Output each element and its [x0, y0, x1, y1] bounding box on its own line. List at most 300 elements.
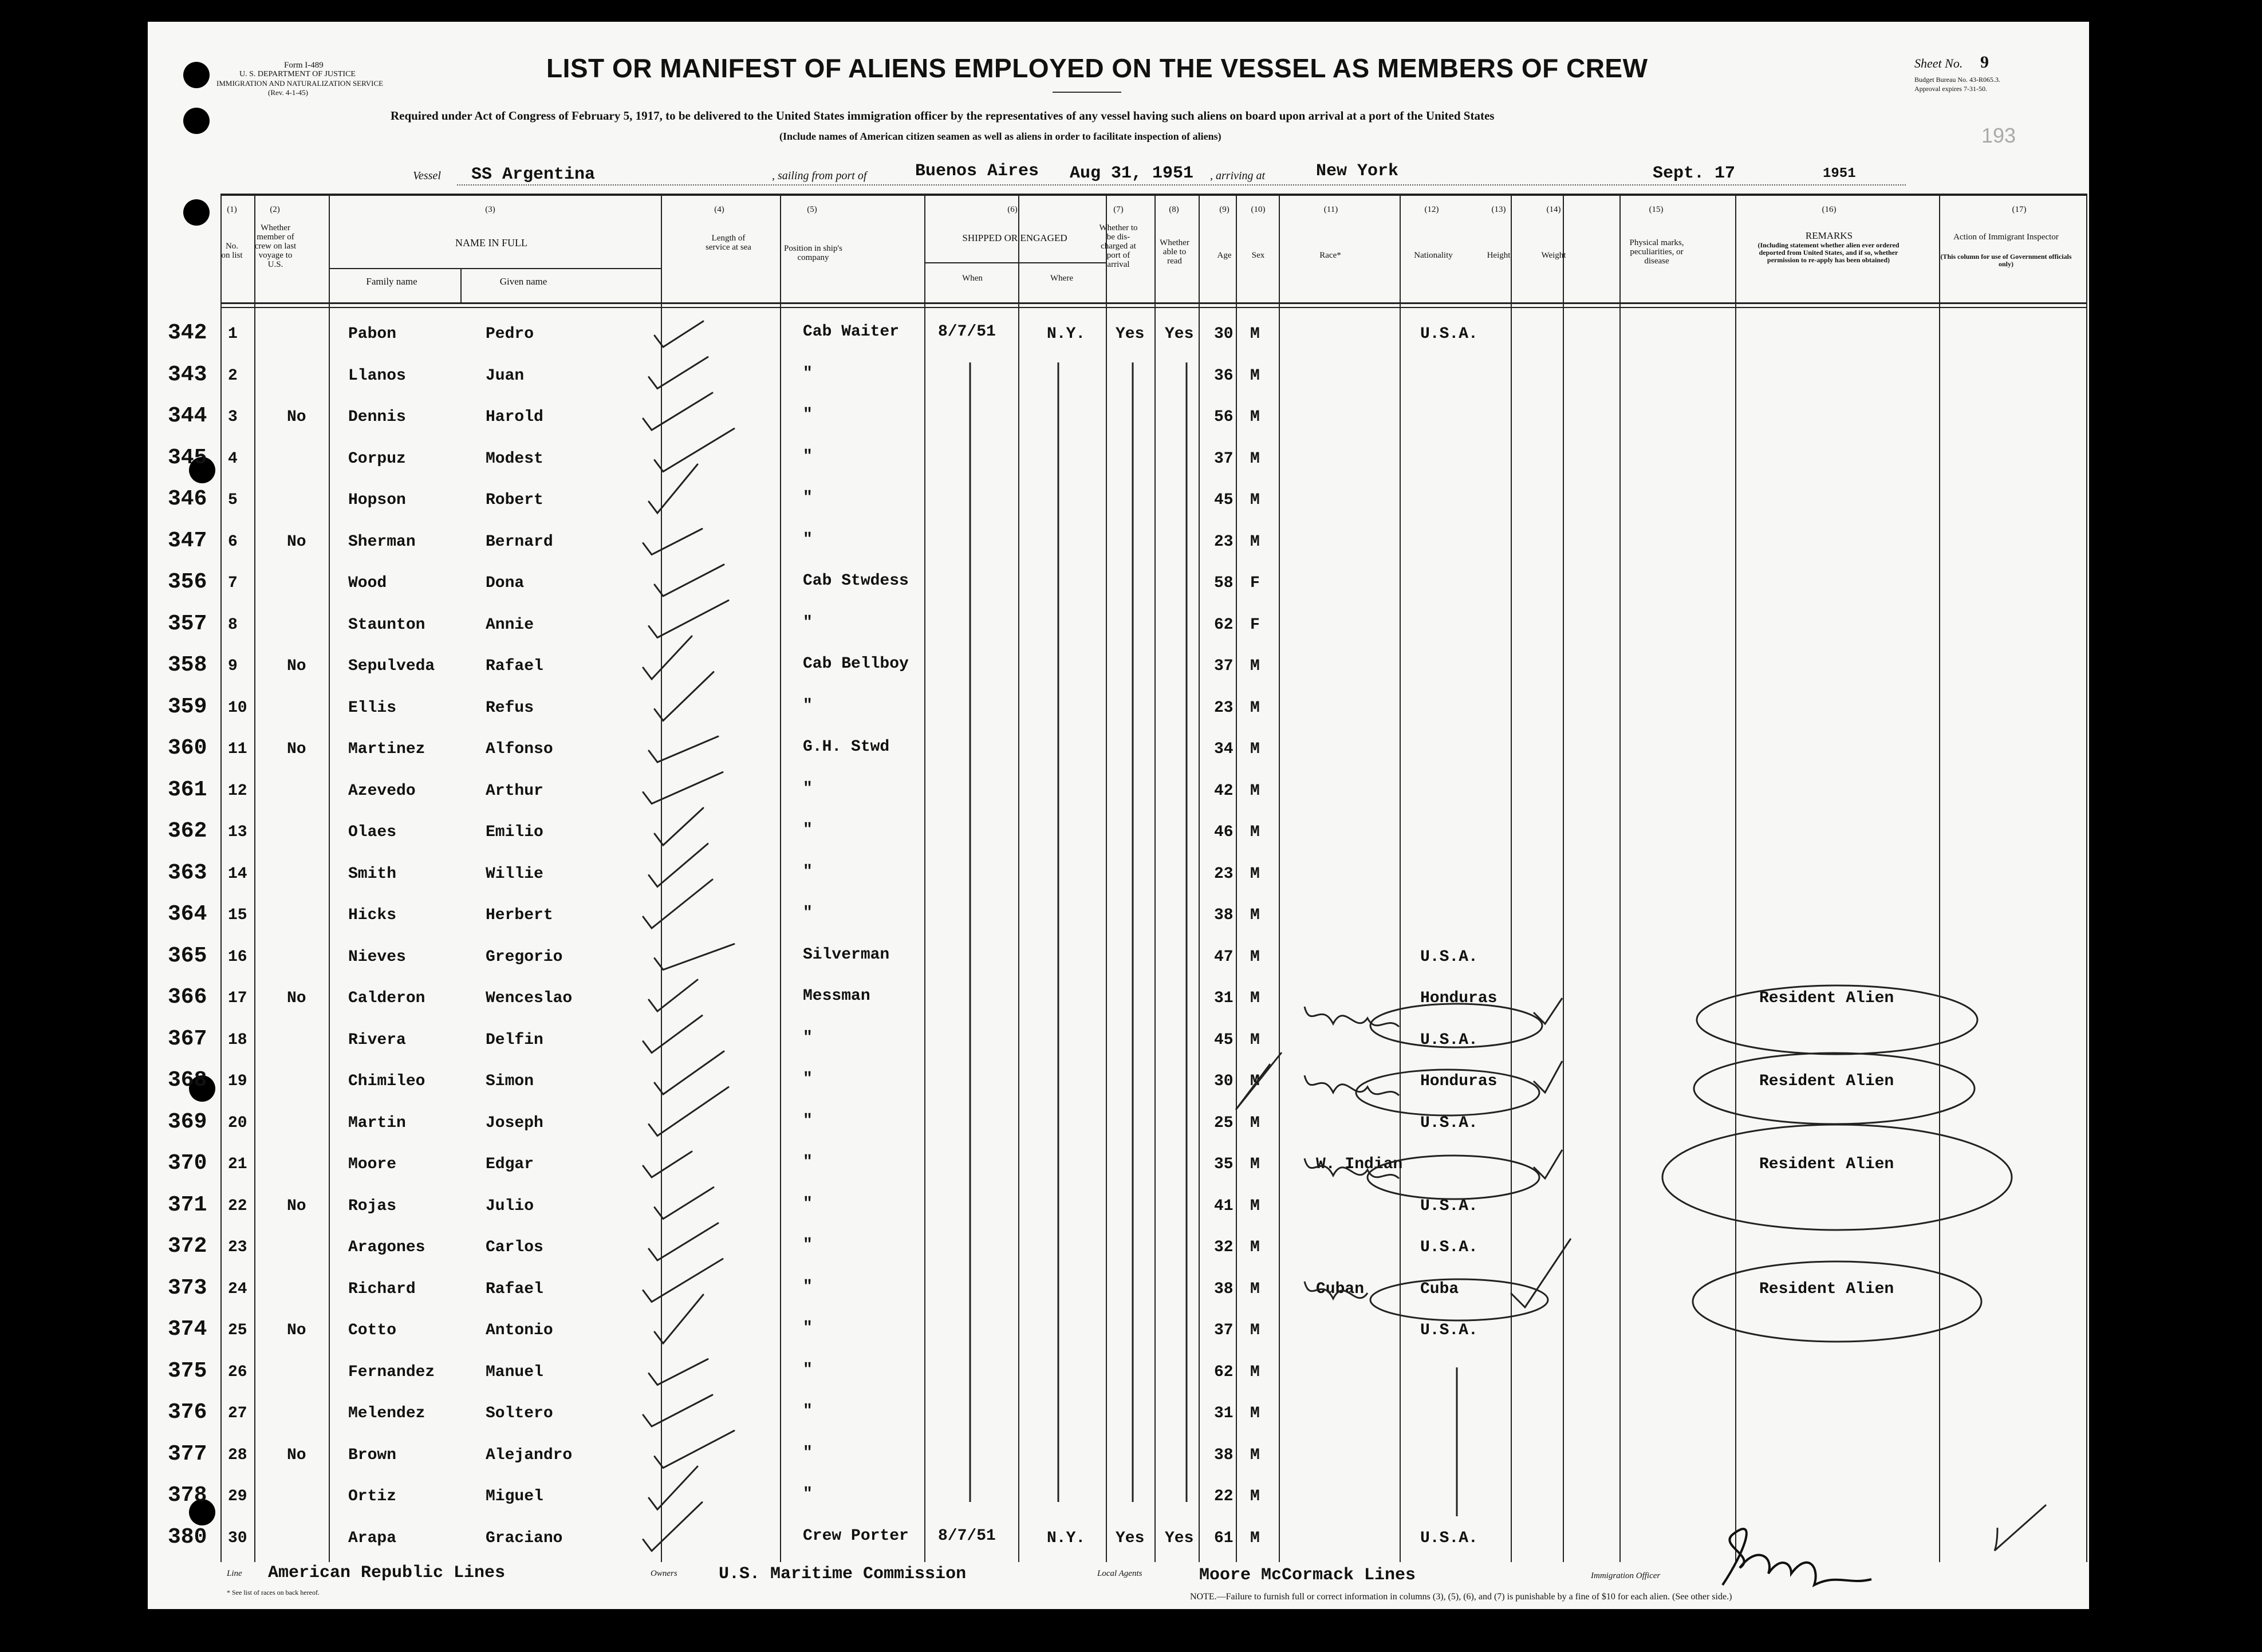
row-given-name: Annie [486, 616, 534, 634]
row-last-voyage: No [287, 1446, 306, 1464]
table-rule [924, 262, 1106, 263]
row-last-voyage: No [287, 1197, 306, 1215]
row-last-voyage: No [287, 408, 306, 426]
row-family-name: Ortiz [348, 1488, 397, 1505]
table-rule [1199, 194, 1200, 1562]
row-position: " [803, 1485, 813, 1503]
line-label: Line [227, 1569, 242, 1578]
col7-header: Whether to be dis-charged at port of arrival [1099, 223, 1138, 269]
row-stamp-number: 370 [168, 1151, 207, 1176]
title-underline [1053, 92, 1121, 93]
col9-number: (9) [1219, 205, 1229, 214]
row-age: 23 [1214, 533, 1234, 551]
row-given-name: Delfin [486, 1031, 543, 1049]
vessel-name: SS Argentina [471, 165, 596, 184]
row-given-name: Simon [486, 1073, 534, 1090]
row-stamp-number: 363 [168, 860, 207, 885]
manifest-page [148, 22, 2089, 1609]
row-sex: M [1250, 366, 1260, 385]
col1-header: No. on list [221, 242, 243, 260]
row-stamp-number: 373 [168, 1275, 207, 1300]
row-number: 26 [228, 1363, 247, 1381]
table-rule [329, 194, 330, 1562]
row-age: 62 [1214, 616, 1234, 634]
row-stamp-number: 371 [168, 1192, 207, 1217]
row-family-name: Aragones [348, 1239, 425, 1256]
row-number: 2 [228, 366, 238, 385]
col16-header: REMARKS [1805, 230, 1853, 241]
row-sex: M [1250, 948, 1260, 966]
table-rule [1939, 194, 1940, 1562]
row-age: 58 [1214, 574, 1234, 592]
row-number: 12 [228, 782, 247, 800]
races-footnote: * See list of races on back hereof. [227, 1588, 320, 1596]
row-nationality: U.S.A. [1420, 1197, 1478, 1215]
row-sex: M [1250, 491, 1260, 509]
col3-header: NAME IN FULL [455, 237, 527, 249]
form-number: Form I-489 [284, 61, 324, 70]
row-family-name: Hopson [348, 491, 406, 509]
row-number: 11 [228, 740, 247, 758]
row-stamp-number: 368 [168, 1068, 207, 1093]
row-family-name: Martinez [348, 740, 425, 758]
row-sex: M [1250, 533, 1260, 551]
row-stamp-number: 377 [168, 1441, 207, 1466]
row-family-name: Llanos [348, 366, 406, 385]
row-age: 38 [1214, 906, 1234, 924]
department: U. S. DEPARTMENT OF JUSTICE [239, 70, 356, 78]
table-rule [661, 194, 662, 1562]
row-stamp-number: 374 [168, 1317, 207, 1342]
row-stamp-number: 362 [168, 819, 207, 843]
row-position: " [803, 1028, 813, 1047]
row-nationality: U.S.A. [1420, 1322, 1478, 1339]
col5-number: (5) [807, 205, 817, 214]
row-sex: M [1250, 1529, 1260, 1547]
row-given-name: Juan [486, 366, 525, 385]
row-stamp-number: 378 [168, 1483, 207, 1508]
row-given-name: Alejandro [486, 1446, 573, 1464]
row-given-name: Dona [486, 574, 525, 592]
row-remark: Resident Alien [1759, 1280, 1894, 1298]
nationality-check [1511, 1239, 1571, 1307]
agents-name: Moore McCormack Lines [1199, 1566, 1416, 1585]
row-able-to-read: Yes [1165, 1529, 1194, 1547]
row-family-name: Cotto [348, 1322, 397, 1339]
row-position: " [803, 1070, 813, 1088]
row-stamp-number: 366 [168, 985, 207, 1010]
row-number: 13 [228, 823, 247, 841]
row-family-name: Chimileo [348, 1073, 425, 1090]
owners-label: Owners [651, 1569, 677, 1578]
row-age: 32 [1214, 1239, 1234, 1256]
table-rule [2086, 194, 2087, 1562]
check-mark [643, 393, 712, 430]
table-rule [1236, 194, 1237, 1562]
row-position: " [803, 862, 813, 881]
check-mark [655, 1188, 714, 1219]
row-family-name: Brown [348, 1446, 397, 1464]
row-family-name: Rivera [348, 1031, 406, 1049]
row-remark: Resident Alien [1759, 1156, 1894, 1173]
row-age: 35 [1214, 1156, 1234, 1173]
check-mark [655, 944, 734, 970]
row-position: " [803, 1111, 813, 1130]
row-number: 27 [228, 1405, 247, 1422]
remark-oval [1662, 1125, 2012, 1230]
row-family-name: Rojas [348, 1197, 397, 1215]
row-family-name: Sepulveda [348, 657, 435, 675]
row-sex: M [1250, 1239, 1260, 1256]
row-nationality: Cuba [1420, 1280, 1459, 1298]
table-rule [1511, 194, 1512, 1562]
row-sex: M [1250, 1073, 1260, 1090]
row-position: Cab Stwdess [803, 572, 909, 590]
table-rule [1018, 262, 1019, 302]
given-name-header: Given name [499, 276, 547, 287]
row-age: 30 [1214, 325, 1234, 343]
row-stamp-number: 346 [168, 487, 207, 511]
row-position: " [803, 821, 813, 839]
col8-header: Whether able to read [1160, 238, 1189, 266]
check-mark [649, 1359, 708, 1385]
row-stamp-number: 357 [168, 611, 207, 636]
row-given-name: Harold [486, 408, 543, 426]
form-title: LIST OR MANIFEST OF ALIENS EMPLOYED ON THE VESSEL AS MEMBERS OF CREW [546, 53, 1648, 83]
row-age: 25 [1214, 1114, 1234, 1132]
departure-date: Aug 31, 1951 [1070, 164, 1194, 183]
row-sex: M [1250, 657, 1260, 675]
row-sex: M [1250, 1280, 1260, 1298]
row-sex: M [1250, 408, 1260, 426]
departure-port: Buenos Aires [915, 161, 1039, 181]
table-rule [1154, 194, 1156, 1562]
row-stamp-number: 380 [168, 1524, 207, 1550]
row-family-name: Pabon [348, 325, 397, 343]
arriving-label: , arriving at [1210, 169, 1266, 182]
race-oval [1370, 1279, 1548, 1320]
row-given-name: Refus [486, 699, 534, 717]
col15-number: (15) [1649, 205, 1664, 214]
row-stamp-number: 342 [168, 321, 207, 345]
row-when: 8/7/51 [938, 323, 996, 341]
col11-number: (11) [1323, 205, 1338, 214]
row-number: 25 [228, 1322, 247, 1339]
race-scribble [1305, 1075, 1399, 1095]
row-age: 38 [1214, 1446, 1234, 1464]
col14-number: (14) [1546, 205, 1561, 214]
row-last-voyage: No [287, 989, 306, 1007]
row-given-name: Gregorio [486, 948, 563, 966]
row-nationality: U.S.A. [1420, 1529, 1478, 1547]
col15-header: Physical marks, peculiarities, or disease [1629, 238, 1684, 266]
row-position: G.H. Stwd [803, 738, 890, 756]
row-stamp-number: 347 [168, 528, 207, 553]
row-position: " [803, 1194, 813, 1213]
row-where: N.Y. [1047, 1529, 1086, 1547]
row-number: 7 [228, 574, 238, 592]
arrival-date: Sept. 17 [1653, 164, 1736, 183]
row-age: 45 [1214, 491, 1234, 509]
row-given-name: Manuel [486, 1363, 543, 1381]
row-family-name: Sherman [348, 533, 416, 551]
row-stamp-number: 359 [168, 694, 207, 719]
row-family-name: Dennis [348, 408, 406, 426]
form-subtitle: Required under Act of Congress of February 5, 1917, to be delivered to the United States immigration officer by the representatives of any vessel having such aliens on board upon arrival at a port of the United States [391, 109, 1495, 123]
col6-header: SHIPPED OR ENGAGED [962, 232, 1067, 243]
row-able-to-read: Yes [1165, 325, 1194, 343]
col17-number: (17) [2012, 205, 2027, 214]
row-age: 23 [1214, 699, 1234, 717]
row-position: Cab Waiter [803, 323, 900, 341]
row-position: Cab Bellboy [803, 655, 909, 673]
ditto-line [970, 362, 1457, 1516]
table-rule [1735, 194, 1736, 1562]
owners-name: U.S. Maritime Commission [719, 1564, 967, 1584]
row-number: 15 [228, 906, 247, 924]
row-family-name: Nieves [348, 948, 406, 966]
penalty-note: NOTE.—Failure to furnish full or correct information in columns (3), (5), (6), and (7) is punishable by a fine of $10 for each alien. (See other side.) [1190, 1592, 1732, 1602]
row-age: 41 [1214, 1197, 1234, 1215]
col4-header: Length of service at sea [706, 234, 751, 252]
row-given-name: Willie [486, 865, 543, 883]
row-number: 14 [228, 865, 247, 883]
row-family-name: Hicks [348, 906, 397, 924]
row-discharged: Yes [1116, 325, 1145, 343]
row-age: 37 [1214, 450, 1234, 468]
row-last-voyage: No [287, 533, 306, 551]
col8-number: (8) [1169, 205, 1179, 214]
row-given-name: Arthur [486, 782, 543, 800]
form-note: (Include names of American citizen seamen as well as aliens in order to facilitate inspection of aliens) [779, 131, 1221, 142]
row-sex: M [1250, 1446, 1260, 1464]
row-position: Messman [803, 987, 870, 1005]
check-mark [649, 736, 718, 762]
row-sex: M [1250, 699, 1260, 717]
page-stamp-number: 193 [1981, 124, 2016, 147]
row-number: 16 [228, 948, 247, 966]
table-rule [924, 194, 925, 1562]
row-given-name: Pedro [486, 325, 534, 343]
table-rule [1279, 194, 1280, 1562]
table-rule [1400, 194, 1401, 1562]
row-given-name: Bernard [486, 533, 553, 551]
row-sex: M [1250, 1322, 1260, 1339]
col14-header: Weight [1541, 251, 1566, 260]
family-name-header: Family name [366, 276, 417, 287]
col16-number: (16) [1822, 205, 1837, 214]
row-number: 9 [228, 657, 238, 675]
row-stamp-number: 361 [168, 777, 207, 802]
row-position: " [803, 364, 813, 383]
row-age: 23 [1214, 865, 1234, 883]
col6-number: (6) [1007, 205, 1018, 214]
row-sex: M [1250, 906, 1260, 924]
row-given-name: Miguel [486, 1488, 543, 1505]
row-family-name: Olaes [348, 823, 397, 841]
check-mark [655, 1431, 734, 1468]
row-family-name: Martin [348, 1114, 406, 1132]
form-revision: (Rev. 4-1-45) [268, 88, 308, 97]
row-stamp-number: 376 [168, 1400, 207, 1425]
row-position: " [803, 1444, 813, 1462]
row-age: 61 [1214, 1529, 1234, 1547]
table-rule [220, 302, 2086, 304]
row-number: 18 [228, 1031, 247, 1049]
col12-number: (12) [1424, 205, 1439, 214]
row-number: 4 [228, 450, 238, 468]
row-given-name: Wenceslao [486, 989, 573, 1007]
line-name: American Republic Lines [268, 1563, 506, 1583]
row-number: 29 [228, 1488, 247, 1505]
row-family-name: Fernandez [348, 1363, 435, 1381]
check-mark [649, 357, 708, 389]
check-mark [649, 844, 708, 887]
row-position: " [803, 904, 813, 922]
row-position: " [803, 489, 813, 507]
row-position: " [803, 1361, 813, 1379]
approval: Approval expires 7-31-50. [1914, 85, 1987, 93]
row-given-name: Emilio [486, 823, 543, 841]
row-stamp-number: 360 [168, 736, 207, 760]
row-sex: M [1250, 1031, 1260, 1049]
row-stamp-number: 345 [168, 445, 207, 470]
row-when: 8/7/51 [938, 1527, 996, 1545]
row-age: 36 [1214, 366, 1234, 385]
row-sex: M [1250, 823, 1260, 841]
row-position: Crew Porter [803, 1527, 909, 1545]
row-nationality: U.S.A. [1420, 1114, 1478, 1132]
row-nationality: U.S.A. [1420, 948, 1478, 966]
table-rule [220, 194, 222, 1562]
row-given-name: Modest [486, 450, 543, 468]
row-number: 22 [228, 1197, 247, 1215]
check-mark [655, 1051, 724, 1094]
row-position: " [803, 696, 813, 715]
row-remark: Resident Alien [1759, 989, 1894, 1007]
officer-label: Immigration Officer [1591, 1571, 1661, 1580]
nationality-check [1534, 1061, 1562, 1093]
col7-number: (7) [1113, 205, 1124, 214]
punch-hole [183, 62, 210, 88]
punch-hole [183, 199, 210, 226]
col1-number: (1) [227, 205, 237, 214]
when-header: When [962, 274, 983, 283]
col5-header: Position in ship's company [784, 244, 842, 262]
nationality-check [1534, 1150, 1562, 1178]
row-age: 46 [1214, 823, 1234, 841]
row-family-name: Calderon [348, 989, 425, 1007]
row-sex: M [1250, 1197, 1260, 1215]
col2-number: (2) [270, 205, 280, 214]
row-age: 30 [1214, 1073, 1234, 1090]
row-position: " [803, 406, 813, 424]
row-age: 42 [1214, 782, 1234, 800]
row-sex: M [1250, 1405, 1260, 1422]
row-given-name: Carlos [486, 1239, 543, 1256]
row-position: " [803, 530, 813, 549]
voyage-underline [457, 184, 1906, 186]
row-stamp-number: 364 [168, 902, 207, 926]
check-mark [649, 464, 697, 513]
row-sex: M [1250, 1363, 1260, 1381]
row-number: 6 [228, 533, 238, 551]
check-mark [649, 980, 697, 1011]
row-sex: M [1250, 740, 1260, 758]
where-header: Where [1050, 274, 1073, 283]
row-number: 3 [228, 408, 238, 426]
check-mark [643, 880, 712, 928]
col17-header: Action of Immigrant Inspector [1953, 232, 2059, 242]
row-age: 37 [1214, 1322, 1234, 1339]
row-given-name: Julio [486, 1197, 534, 1215]
row-number: 1 [228, 325, 238, 343]
col12-header: Nationality [1414, 251, 1453, 260]
row-number: 23 [228, 1239, 247, 1256]
sheet-label: Sheet No. [1914, 56, 1963, 70]
table-rule [220, 194, 2086, 196]
row-sex: M [1250, 1488, 1260, 1505]
row-family-name: Staunton [348, 616, 425, 634]
check-mark [643, 636, 692, 679]
row-position: Silverman [803, 945, 890, 964]
row-stamp-number: 356 [168, 570, 207, 594]
check-mark [643, 1016, 702, 1053]
row-race: W. Indian [1316, 1156, 1403, 1173]
col13-number: (13) [1491, 205, 1506, 214]
row-nationality: U.S.A. [1420, 1239, 1478, 1256]
sailing-label: , sailing from port of [772, 169, 867, 182]
row-number: 10 [228, 699, 247, 717]
row-nationality: Honduras [1420, 989, 1498, 1007]
check-mark [643, 1395, 712, 1426]
row-family-name: Richard [348, 1280, 416, 1298]
row-sex: M [1250, 450, 1260, 468]
row-sex: F [1250, 616, 1260, 634]
row-number: 21 [228, 1156, 247, 1173]
row-given-name: Joseph [486, 1114, 543, 1132]
row-position: " [803, 1402, 813, 1420]
row-family-name: Moore [348, 1156, 397, 1173]
row-given-name: Herbert [486, 906, 553, 924]
row-stamp-number: 369 [168, 1109, 207, 1134]
budget-bureau: Budget Bureau No. 43-R065.3. [1914, 76, 2000, 84]
row-given-name: Graciano [486, 1529, 563, 1547]
table-rule [780, 194, 781, 1562]
check-mark [655, 565, 724, 596]
row-nationality: Honduras [1420, 1073, 1498, 1090]
row-nationality: U.S.A. [1420, 1031, 1478, 1049]
row-number: 5 [228, 491, 238, 509]
row-race: Cuban [1316, 1280, 1365, 1298]
col13-header: Height [1487, 251, 1511, 260]
row-family-name: Arapa [348, 1529, 397, 1547]
row-given-name: Rafael [486, 1280, 543, 1298]
row-age: 22 [1214, 1488, 1234, 1505]
row-family-name: Smith [348, 865, 397, 883]
row-age: 31 [1214, 989, 1234, 1007]
row-position: " [803, 613, 813, 632]
row-where: N.Y. [1047, 325, 1086, 343]
row-age: 47 [1214, 948, 1234, 966]
check-mark [643, 1259, 723, 1302]
arrival-port: New York [1316, 161, 1399, 181]
col10-header: Sex [1251, 251, 1265, 260]
row-nationality: U.S.A. [1420, 325, 1478, 343]
row-age: 38 [1214, 1280, 1234, 1298]
row-age: 34 [1214, 740, 1234, 758]
row-age: 37 [1214, 657, 1234, 675]
